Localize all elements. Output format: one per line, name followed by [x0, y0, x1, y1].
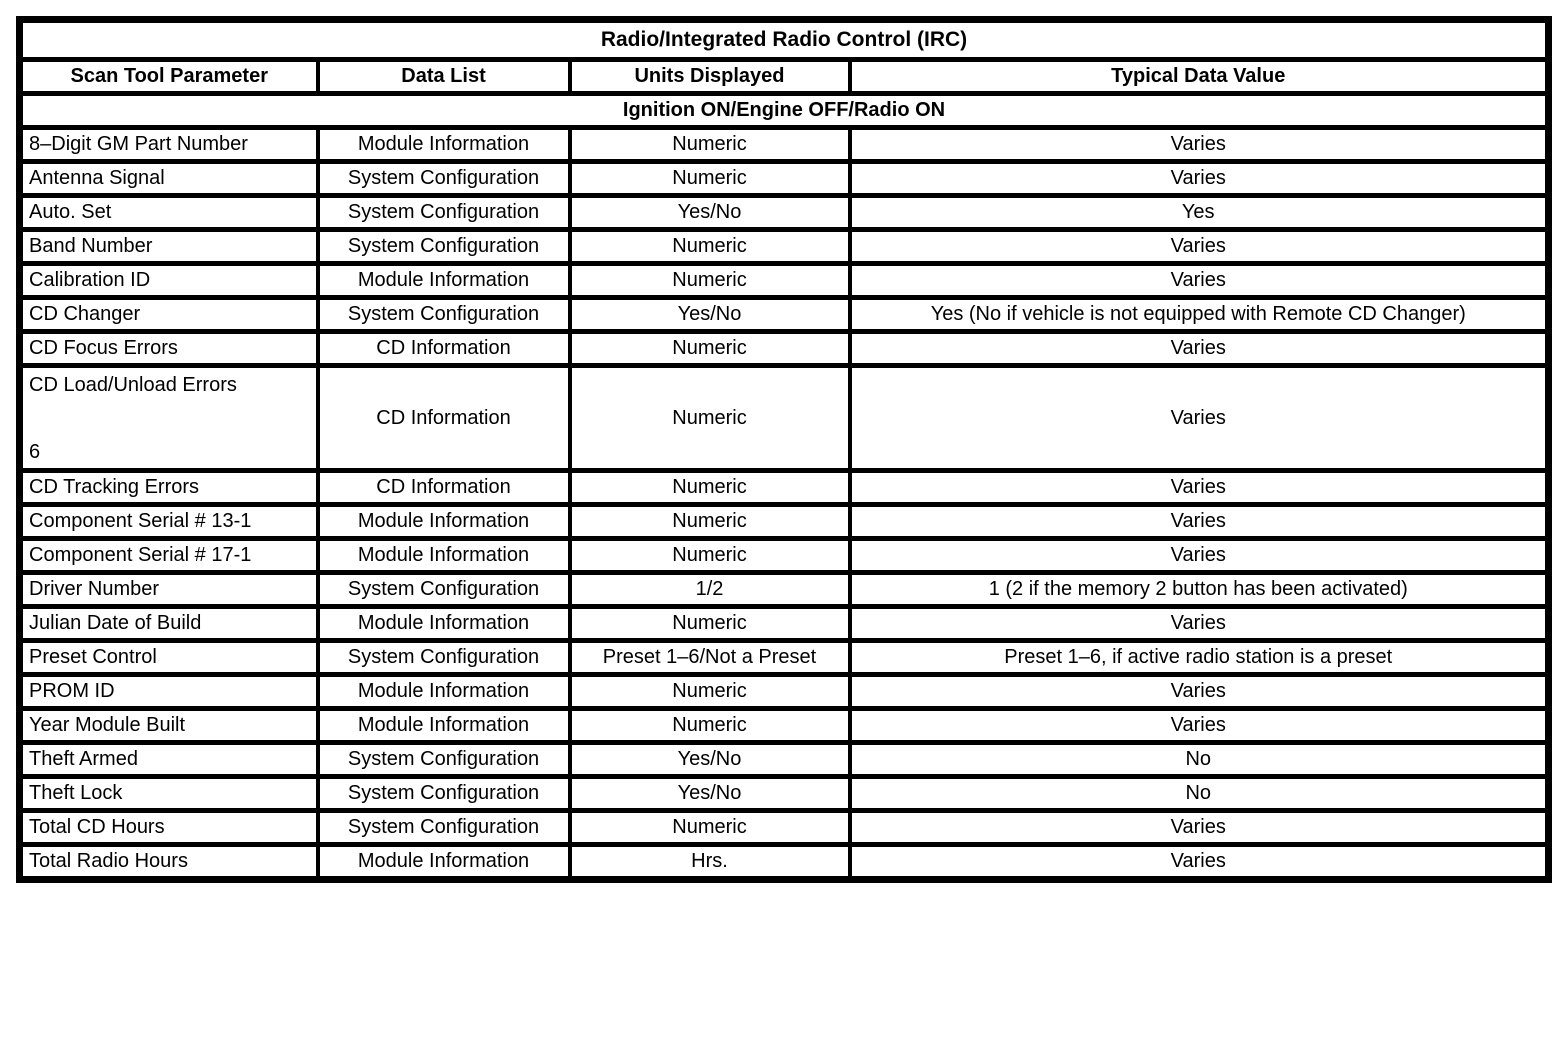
param-footnote-marker: 6: [29, 441, 41, 463]
typical-value-cell: Varies: [850, 709, 1549, 743]
typical-value-cell: Varies: [850, 264, 1549, 298]
data-list-cell: Module Information: [318, 505, 570, 539]
param-cell: Auto. Set: [20, 196, 318, 230]
table-row: [20, 196, 1549, 230]
column-header-typical-data-value: Typical Data Value: [850, 60, 1549, 94]
param-text: CD Load/Unload Errors: [29, 374, 237, 396]
units-cell: Numeric: [570, 505, 850, 539]
units-cell: Numeric: [570, 162, 850, 196]
units-cell: 1/2: [570, 573, 850, 607]
param-cell: CD Focus Errors: [20, 332, 318, 366]
column-header-row: [20, 60, 1549, 94]
units-cell: Numeric: [570, 128, 850, 162]
param-cell: Julian Date of Build: [20, 607, 318, 641]
typical-value-cell: Yes: [850, 196, 1549, 230]
data-list-cell: Module Information: [318, 128, 570, 162]
data-list-cell: System Configuration: [318, 641, 570, 675]
table-row: [20, 332, 1549, 366]
typical-value-cell: Varies: [850, 230, 1549, 264]
title-row: [20, 20, 1549, 60]
param-cell: Theft Armed: [20, 743, 318, 777]
table-row: [20, 641, 1549, 675]
irc-parameter-table: [16, 16, 1552, 883]
typical-value-cell: Varies: [850, 471, 1549, 505]
table-body: [20, 128, 1549, 880]
param-cell: Antenna Signal: [20, 162, 318, 196]
table-row: [20, 230, 1549, 264]
typical-value-cell: Varies: [850, 607, 1549, 641]
param-cell: Theft Lock: [20, 777, 318, 811]
table-row: [20, 128, 1549, 162]
units-cell: Yes/No: [570, 196, 850, 230]
table-row: [20, 709, 1549, 743]
typical-value-cell: No: [850, 743, 1549, 777]
column-header-data-list: Data List: [318, 60, 570, 94]
table-row: [20, 298, 1549, 332]
units-cell: Numeric: [570, 607, 850, 641]
data-list-cell: CD Information: [318, 332, 570, 366]
column-header-units-displayed: Units Displayed: [570, 60, 850, 94]
data-list-cell: Module Information: [318, 539, 570, 573]
param-cell: Total Radio Hours: [20, 845, 318, 880]
typical-value-cell: Varies: [850, 811, 1549, 845]
data-list-cell: System Configuration: [318, 743, 570, 777]
typical-value-cell: Varies: [850, 505, 1549, 539]
units-cell: Yes/No: [570, 298, 850, 332]
table-row: [20, 811, 1549, 845]
data-list-cell: CD Information: [318, 471, 570, 505]
data-list-cell: CD Information: [318, 366, 570, 471]
data-list-cell: System Configuration: [318, 162, 570, 196]
table-row: [20, 845, 1549, 880]
table-title: Radio/Integrated Radio Control (IRC): [20, 20, 1549, 60]
typical-value-cell: Varies: [850, 332, 1549, 366]
param-cell: Band Number: [20, 230, 318, 264]
table-row: [20, 505, 1549, 539]
table-row: [20, 471, 1549, 505]
units-cell: Numeric: [570, 539, 850, 573]
typical-value-cell: Varies: [850, 128, 1549, 162]
data-list-cell: Module Information: [318, 264, 570, 298]
param-cell: Driver Number: [20, 573, 318, 607]
data-list-cell: Module Information: [318, 845, 570, 880]
units-cell: Yes/No: [570, 777, 850, 811]
param-cell: CD Changer: [20, 298, 318, 332]
param-cell: Preset Control: [20, 641, 318, 675]
data-list-cell: Module Information: [318, 675, 570, 709]
data-list-cell: System Configuration: [318, 777, 570, 811]
param-cell: CD Tracking Errors: [20, 471, 318, 505]
param-cell: Component Serial # 13-1: [20, 505, 318, 539]
param-cell: Calibration ID: [20, 264, 318, 298]
data-list-cell: Module Information: [318, 607, 570, 641]
data-list-cell: System Configuration: [318, 230, 570, 264]
units-cell: Numeric: [570, 332, 850, 366]
units-cell: Numeric: [570, 811, 850, 845]
table-row: [20, 675, 1549, 709]
data-list-cell: System Configuration: [318, 196, 570, 230]
typical-value-cell: Preset 1–6, if active radio station is a preset: [850, 641, 1549, 675]
param-cell: 8–Digit GM Part Number: [20, 128, 318, 162]
data-list-cell: Module Information: [318, 709, 570, 743]
section-header-row: [20, 94, 1549, 128]
units-cell: Numeric: [570, 709, 850, 743]
param-cell: Component Serial # 17-1: [20, 539, 318, 573]
typical-value-cell: Varies: [850, 675, 1549, 709]
column-header-scan-tool-parameter: Scan Tool Parameter: [20, 60, 318, 94]
table-row: [20, 264, 1549, 298]
units-cell: Hrs.: [570, 845, 850, 880]
table-row: [20, 607, 1549, 641]
table-row: [20, 777, 1549, 811]
units-cell: Numeric: [570, 471, 850, 505]
table-row: [20, 743, 1549, 777]
data-list-cell: System Configuration: [318, 298, 570, 332]
table-row: [20, 162, 1549, 196]
units-cell: Numeric: [570, 366, 850, 471]
table-row: [20, 366, 1549, 471]
param-cell: [20, 366, 318, 471]
param-cell: Year Module Built: [20, 709, 318, 743]
units-cell: Numeric: [570, 675, 850, 709]
typical-value-cell: Varies: [850, 845, 1549, 880]
section-header: Ignition ON/Engine OFF/Radio ON: [20, 94, 1549, 128]
typical-value-cell: Varies: [850, 366, 1549, 471]
data-list-cell: System Configuration: [318, 573, 570, 607]
units-cell: Preset 1–6/Not a Preset: [570, 641, 850, 675]
param-cell: Total CD Hours: [20, 811, 318, 845]
units-cell: Yes/No: [570, 743, 850, 777]
table-row: [20, 573, 1549, 607]
typical-value-cell: Yes (No if vehicle is not equipped with Remote CD Changer): [850, 298, 1549, 332]
typical-value-cell: No: [850, 777, 1549, 811]
data-list-cell: System Configuration: [318, 811, 570, 845]
units-cell: Numeric: [570, 230, 850, 264]
units-cell: Numeric: [570, 264, 850, 298]
typical-value-cell: 1 (2 if the memory 2 button has been activated): [850, 573, 1549, 607]
typical-value-cell: Varies: [850, 539, 1549, 573]
table-row: [20, 539, 1549, 573]
typical-value-cell: Varies: [850, 162, 1549, 196]
param-cell: PROM ID: [20, 675, 318, 709]
